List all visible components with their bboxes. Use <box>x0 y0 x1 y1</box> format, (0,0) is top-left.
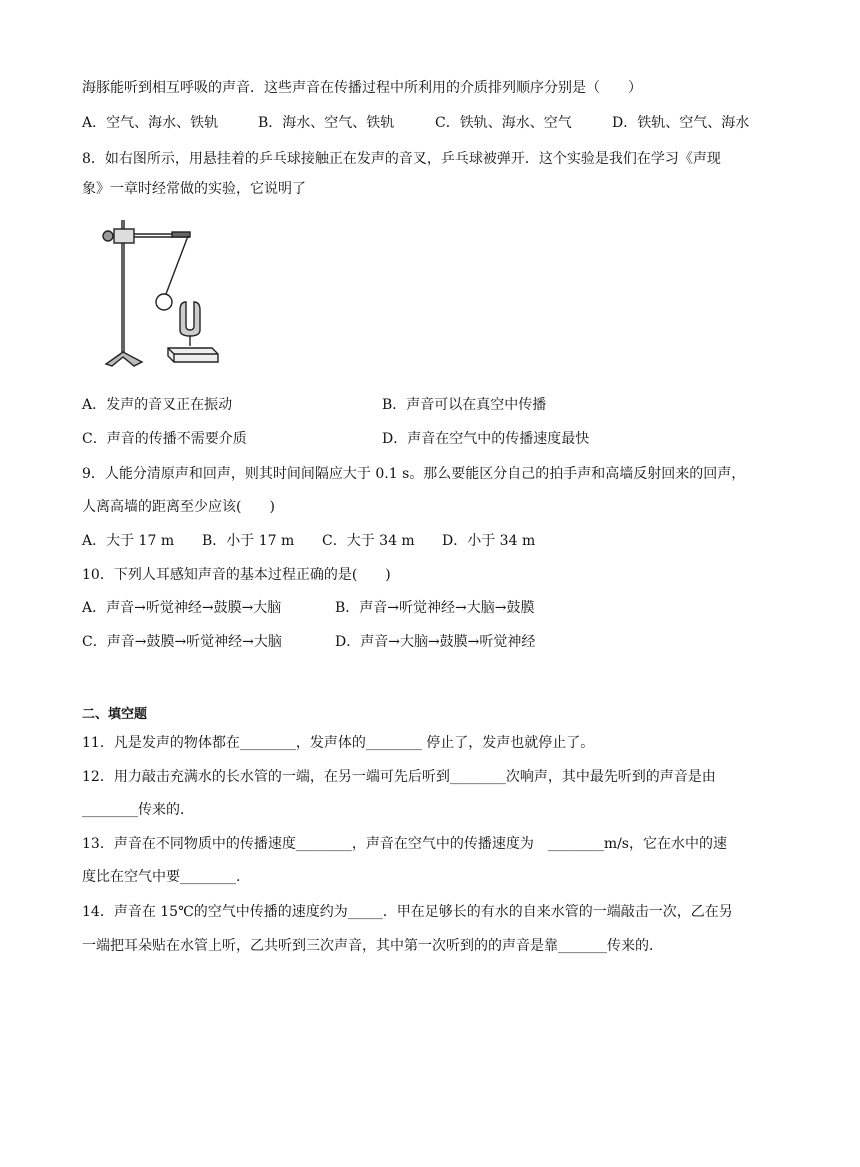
q9-stem-line2: 人离高墙的距离至少应该( ) <box>82 499 275 515</box>
q10-option-d: D．声音→大脑→鼓膜→听觉神经 <box>335 634 536 650</box>
q9-option-d: D．小于 34 m <box>442 533 536 549</box>
q10-option-c: C．声音→鼓膜→听觉神经→大脑 <box>82 634 282 650</box>
q8-option-b: B．声音可以在真空中传播 <box>382 397 547 413</box>
q7-stem: 海豚能听到相互呼吸的声音．这些声音在传播过程中所利用的介质排列顺序分别是（ ） <box>82 80 642 96</box>
q9-option-b: B．小于 17 m <box>202 533 295 549</box>
q9-option-c: C．大于 34 m <box>322 533 415 549</box>
q8-option-c: C．声音的传播不需要介质 <box>82 431 247 447</box>
q7-option-d: D．铁轨、空气、海水 <box>612 115 750 131</box>
q7-option-b: B．海水、空气、铁轨 <box>258 115 395 131</box>
q13-line2: 度比在空气中要________. <box>82 869 241 885</box>
q12-line1: 12．用力敲击充满水的长水管的一端，在另一端可先后听到________次响声，其中最先听到的声音是由 <box>82 769 716 785</box>
q7-option-c: C．铁轨、海水、空气 <box>435 115 572 131</box>
tuning-fork-pendulum-apparatus-icon <box>82 212 230 372</box>
q8-option-a: A．发声的音叉正在振动 <box>82 397 233 413</box>
q14-line2: 一端把耳朵贴在水管上听，乙共听到三次声音，其中第一次听到的的声音是靠_______传来的． <box>82 938 663 954</box>
q13-line1: 13．声音在不同物质中的传播速度________，声音在空气中的传播速度为 ________m/s，它在水中的速 <box>82 836 727 852</box>
q8-stem-line2: 象》一章时经常做的实验，它说明了 <box>82 181 306 197</box>
q10-option-a: A．声音→听觉神经→鼓膜→大脑 <box>82 600 282 616</box>
q11-text: 11．凡是发声的物体都在________，发声体的________ 停止了，发声也就停止了。 <box>82 735 595 751</box>
q7-option-a: A．空气、海水、铁轨 <box>82 115 219 131</box>
q10-stem: 10．下列人耳感知声音的基本过程正确的是( ) <box>82 567 391 583</box>
q9-option-a: A．大于 17 m <box>82 533 175 549</box>
q8-stem-line1: 8．如右图所示，用悬挂着的乒乓球接触正在发声的音叉，乒乓球被弹开．这个实验是我们在学习《声现 <box>82 151 721 167</box>
section-heading-fill-in: 二、填空题 <box>82 707 148 722</box>
q14-line1: 14．声音在 15℃的空气中传播的速度约为_____．甲在足够长的有水的自来水管的一端敲击一次，乙在另 <box>82 904 733 920</box>
q9-stem-line1: 9．人能分清原声和回声，则其时间间隔应大于 0.1 s。那么要能区分自己的拍手声和高墙反射回来的回声， <box>82 466 746 482</box>
q10-option-b: B．声音→听觉神经→大脑→鼓膜 <box>335 600 535 616</box>
q8-option-d: D．声音在空气中的传播速度最快 <box>382 431 590 447</box>
q12-line2: ________传来的． <box>82 802 194 818</box>
